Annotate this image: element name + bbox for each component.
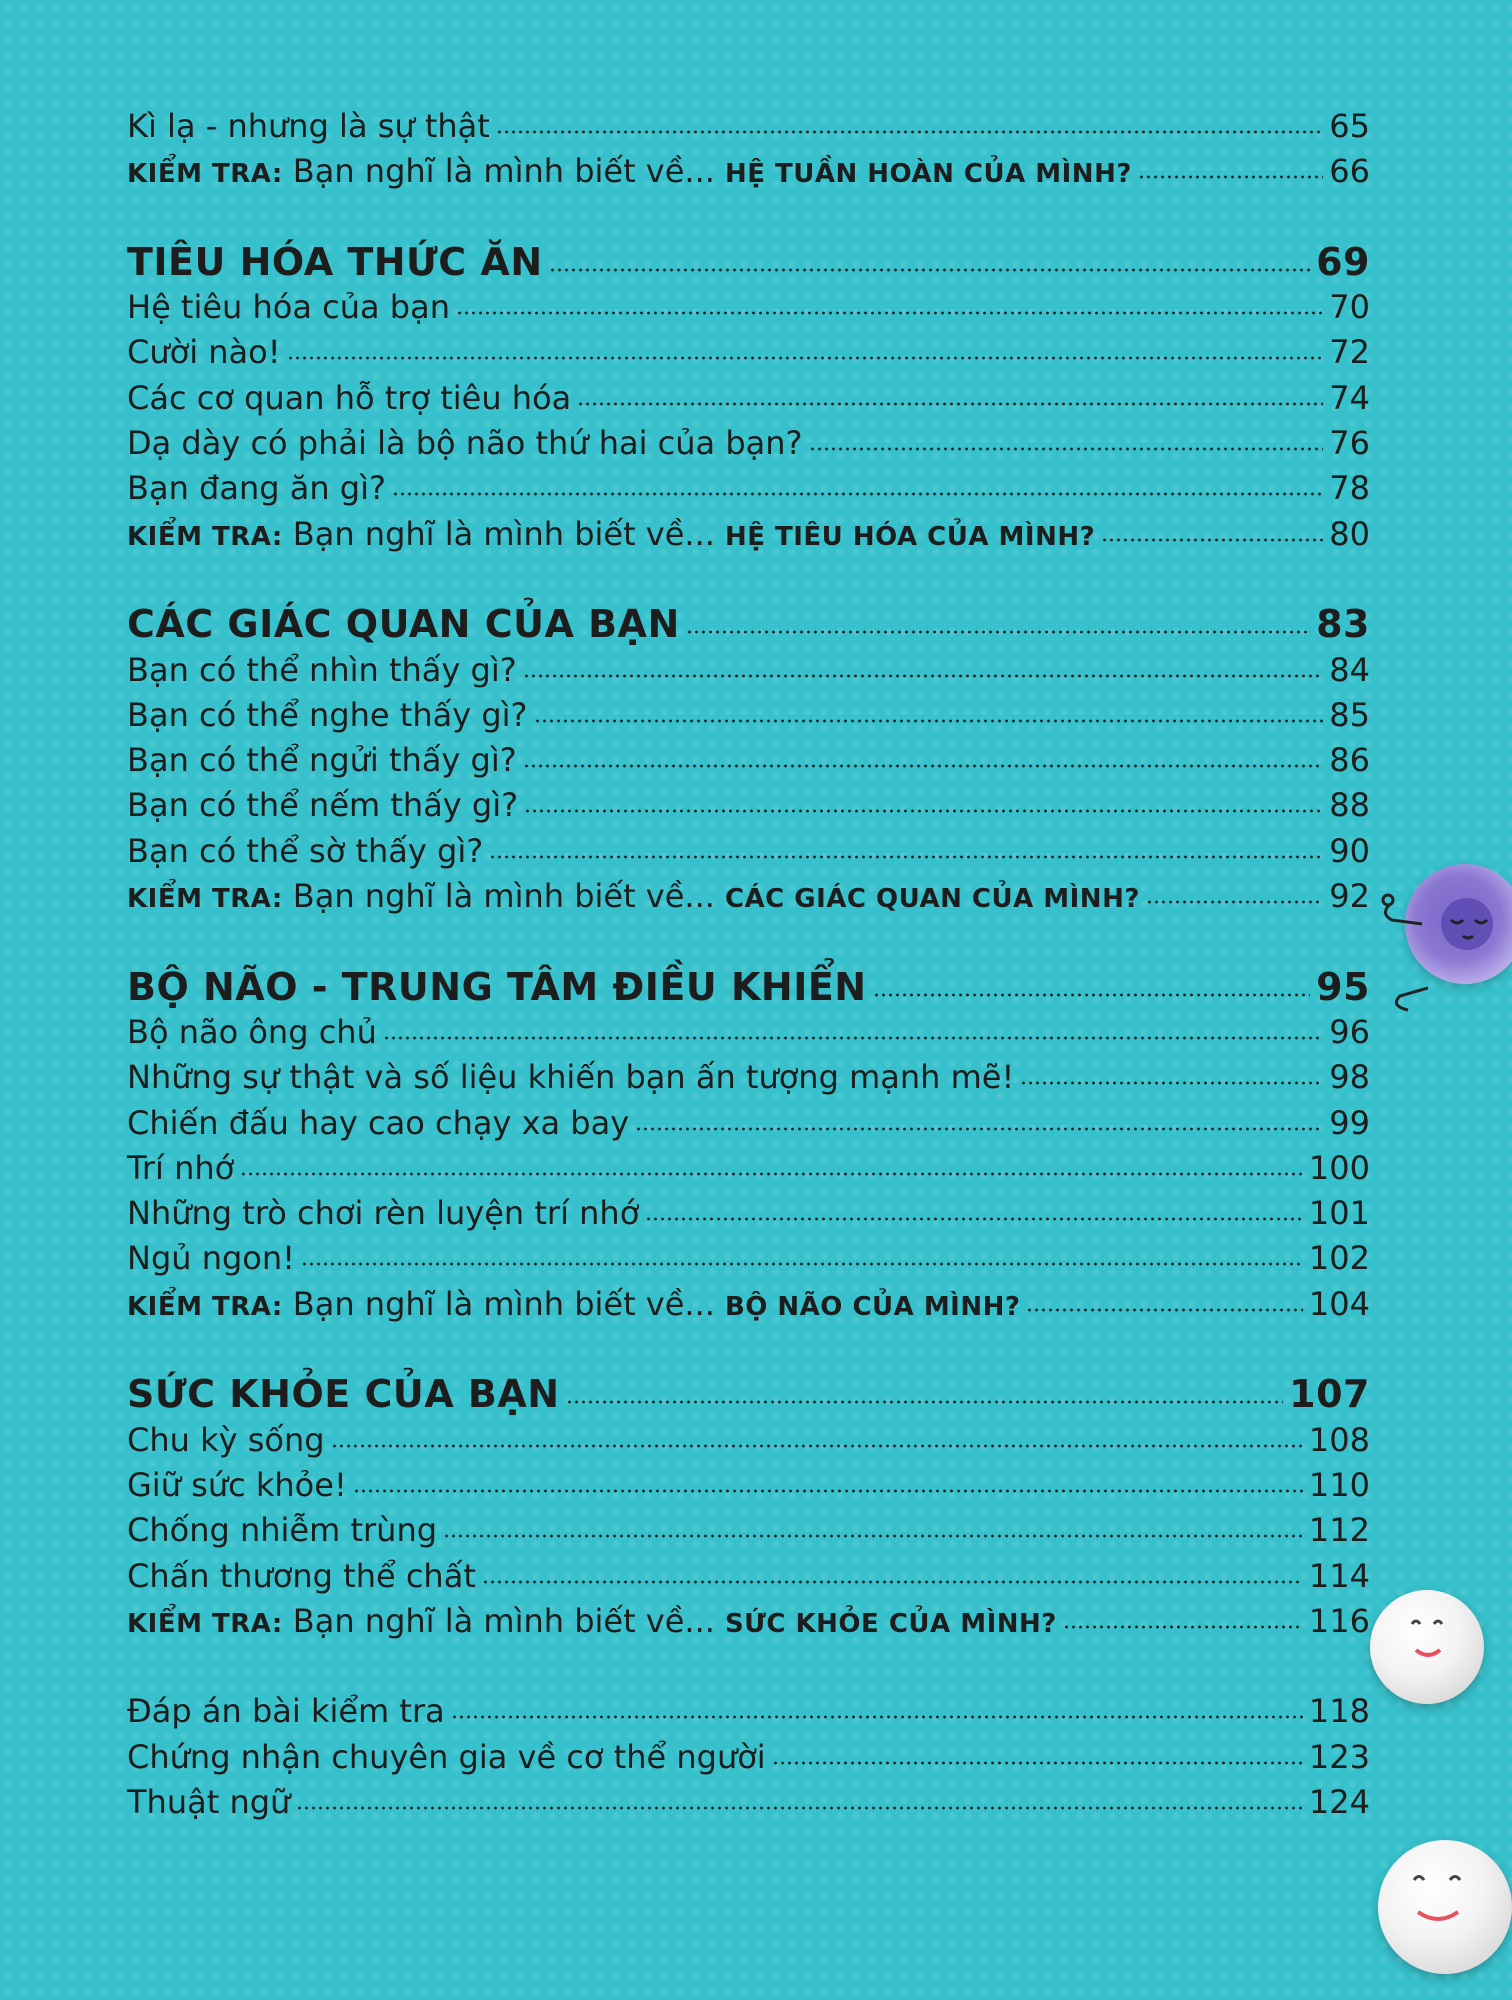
entry-title: Bộ não ông chủ <box>127 1012 377 1051</box>
quiz-text: Bạn nghĩ là mình biết về... <box>292 1601 715 1640</box>
dot-leader <box>451 1715 1303 1719</box>
entry-title: Đáp án bài kiểm tra <box>127 1692 445 1731</box>
page-number: 95 <box>1316 964 1370 1009</box>
page-number: 123 <box>1308 1737 1370 1776</box>
quiz-text: Bạn nghĩ là mình biết về... <box>292 877 715 916</box>
entry-title: Giữ sức khỏe! <box>127 1465 347 1504</box>
quiz-label: KIỂM TRA: <box>127 159 283 190</box>
toc-entry[interactable] <box>127 1055 1370 1100</box>
dot-leader <box>524 809 1323 813</box>
entry-title: Bạn đang ăn gì? <box>127 469 386 508</box>
dot-leader <box>549 268 1310 272</box>
entry-title: Bạn có thể nhìn thấy gì? <box>127 650 517 689</box>
dot-leader <box>296 1806 1303 1810</box>
toc-section-heading[interactable] <box>127 240 1370 285</box>
dot-leader <box>301 1262 1303 1266</box>
dot-leader <box>489 855 1323 859</box>
quiz-label: KIỂM TRA: <box>127 1608 283 1639</box>
page-number: 85 <box>1329 695 1370 734</box>
page-number: 107 <box>1289 1372 1370 1417</box>
dot-leader <box>523 674 1324 678</box>
toc-entry[interactable] <box>127 376 1370 421</box>
toc-entry[interactable] <box>127 1554 1370 1599</box>
page-number: 112 <box>1308 1511 1370 1550</box>
entry-title: Bạn có thể ngửi thấy gì? <box>127 741 517 780</box>
toc-entry[interactable] <box>127 738 1370 783</box>
entry-title: Những trò chơi rèn luyện trí nhớ <box>127 1194 640 1233</box>
toc-entry[interactable] <box>127 1236 1370 1281</box>
page-number: 124 <box>1308 1782 1370 1821</box>
quiz-label: KIỂM TRA: <box>127 1291 283 1322</box>
quiz-label: KIỂM TRA: <box>127 884 283 915</box>
toc-entry[interactable] <box>127 693 1370 738</box>
quiz-topic: SỨC KHỎE CỦA MÌNH? <box>724 1608 1057 1639</box>
toc-quiz-entry[interactable] <box>127 874 1370 919</box>
dot-leader <box>566 1400 1284 1404</box>
entry-title: Chu kỳ sống <box>127 1420 325 1459</box>
dot-leader <box>686 630 1310 634</box>
dot-leader <box>1020 1081 1323 1085</box>
toc-quiz-entry[interactable] <box>127 512 1370 557</box>
section-gap <box>127 919 1370 964</box>
entry-title: Những sự thật và số liệu khiến bạn ấn tượng mạnh mẽ! <box>127 1058 1015 1097</box>
dot-leader <box>240 1172 1303 1176</box>
page-number: 80 <box>1329 514 1370 553</box>
white-blood-cell-character-illustration <box>1370 1590 1484 1704</box>
dot-leader <box>1101 538 1323 542</box>
page-number: 98 <box>1329 1058 1370 1097</box>
page-number: 86 <box>1329 741 1370 780</box>
entry-title: Chấn thương thể chất <box>127 1556 476 1595</box>
entry-title: Thuật ngữ <box>127 1782 291 1821</box>
toc-entry[interactable] <box>127 1191 1370 1236</box>
page-number: 114 <box>1308 1556 1370 1595</box>
page-number: 78 <box>1329 469 1370 508</box>
dot-leader <box>635 1127 1323 1131</box>
section-gap <box>127 1327 1370 1372</box>
entry-title: TIÊU HÓA THỨC ĂN <box>127 239 543 284</box>
section-gap <box>127 195 1370 240</box>
toc-section-heading[interactable] <box>127 965 1370 1010</box>
dot-leader <box>534 719 1324 723</box>
entry-title: Kì lạ - nhưng là sự thật <box>127 107 490 145</box>
dot-leader <box>287 356 1324 360</box>
dot-leader <box>496 130 1323 134</box>
page-number: 66 <box>1329 152 1370 191</box>
entry-title: CÁC GIÁC QUAN CỦA BẠN <box>127 602 680 647</box>
dot-leader <box>443 1534 1303 1538</box>
dot-leader <box>645 1217 1303 1221</box>
smiling-face-icon <box>1378 1840 1512 1974</box>
quiz-text: Bạn nghĩ là mình biết về... <box>292 152 715 191</box>
dot-leader <box>1146 900 1323 904</box>
dot-leader <box>456 311 1323 315</box>
page-number: 104 <box>1308 1284 1370 1323</box>
dot-leader <box>523 764 1324 768</box>
section-gap <box>127 1644 1370 1689</box>
toc-entry[interactable] <box>127 330 1370 375</box>
dot-leader <box>392 492 1323 496</box>
entry-title: Bạn có thể nếm thấy gì? <box>127 786 519 825</box>
page-number: 116 <box>1308 1601 1370 1640</box>
toc-entry[interactable] <box>127 1780 1370 1825</box>
toc-entry[interactable] <box>127 1101 1370 1146</box>
page-number: 118 <box>1308 1692 1370 1731</box>
toc-section-heading[interactable] <box>127 602 1370 647</box>
cell-arm-and-leg-icon <box>1378 880 1428 1030</box>
toc-entry[interactable] <box>127 783 1370 828</box>
toc-quiz-entry[interactable] <box>127 1282 1370 1327</box>
entry-title: Hệ tiêu hóa của bạn <box>127 288 450 327</box>
toc-entry[interactable] <box>127 104 1370 149</box>
page-number: 88 <box>1329 786 1370 825</box>
toc-entry[interactable] <box>127 1463 1370 1508</box>
page-number: 65 <box>1329 107 1370 145</box>
entry-title: Trí nhớ <box>127 1148 235 1187</box>
quiz-text: Bạn nghĩ là mình biết về... <box>292 1284 715 1323</box>
page-number: 100 <box>1308 1148 1370 1187</box>
page-number: 90 <box>1329 831 1370 870</box>
dot-leader <box>1063 1625 1303 1629</box>
dot-leader <box>809 447 1324 451</box>
page-number: 70 <box>1329 288 1370 327</box>
toc-entry[interactable] <box>127 285 1370 330</box>
entry-title: Chống nhiễm trùng <box>127 1511 438 1550</box>
quiz-text: Bạn nghĩ là mình biết về... <box>292 514 715 553</box>
page-number: 84 <box>1329 650 1370 689</box>
toc-entry[interactable] <box>127 1010 1370 1055</box>
page-number: 76 <box>1329 424 1370 463</box>
page-number: 110 <box>1308 1465 1370 1504</box>
toc-entry[interactable] <box>127 1418 1370 1463</box>
entry-title: Các cơ quan hỗ trợ tiêu hóa <box>127 378 572 417</box>
toc-entry[interactable] <box>127 1689 1370 1734</box>
dot-leader <box>873 993 1311 997</box>
entry-title: Cười nào! <box>127 333 281 372</box>
toc-entry[interactable] <box>127 1735 1370 1780</box>
dot-leader <box>383 1036 1323 1040</box>
toc-entry[interactable] <box>127 1146 1370 1191</box>
entry-title: Ngủ ngon! <box>127 1239 295 1278</box>
entry-title: Bạn có thể nghe thấy gì? <box>127 695 528 734</box>
page-number: 99 <box>1329 1103 1370 1142</box>
quiz-label: KIỂM TRA: <box>127 521 283 552</box>
page-number: 96 <box>1329 1012 1370 1051</box>
entry-title: Bạn có thể sờ thấy gì? <box>127 831 484 870</box>
page-number: 83 <box>1316 602 1370 647</box>
dot-leader <box>772 1761 1303 1765</box>
page-number: 101 <box>1308 1194 1370 1233</box>
page-number: 108 <box>1308 1420 1370 1459</box>
dot-leader <box>1138 175 1323 179</box>
white-blood-cell-character-illustration-2 <box>1378 1840 1512 1974</box>
entry-title: SỨC KHỎE CỦA BẠN <box>127 1372 560 1417</box>
page-number: 102 <box>1308 1239 1370 1278</box>
toc-quiz-entry[interactable] <box>127 149 1370 194</box>
page-number: 69 <box>1316 239 1370 284</box>
dot-leader <box>331 1444 1303 1448</box>
section-gap <box>127 557 1370 602</box>
quiz-topic: BỘ NÃO CỦA MÌNH? <box>724 1291 1021 1322</box>
entry-title: Chiến đấu hay cao chạy xa bay <box>127 1103 630 1142</box>
page-number: 72 <box>1329 333 1370 372</box>
quiz-topic: HỆ TUẦN HOÀN CỦA MÌNH? <box>724 159 1132 190</box>
toc-entry[interactable] <box>127 648 1370 693</box>
dot-leader <box>353 1489 1303 1493</box>
quiz-topic: HỆ TIÊU HÓA CỦA MÌNH? <box>724 521 1096 552</box>
entry-title: Chứng nhận chuyên gia về cơ thể người <box>127 1737 766 1776</box>
quiz-topic: CÁC GIÁC QUAN CỦA MÌNH? <box>724 884 1140 915</box>
table-of-contents <box>127 104 1370 1825</box>
toc-entry[interactable] <box>127 466 1370 511</box>
toc-entry[interactable] <box>127 421 1370 466</box>
toc-quiz-entry[interactable] <box>127 1599 1370 1644</box>
entry-title: BỘ NÃO - TRUNG TÂM ĐIỀU KHIỂN <box>127 964 867 1009</box>
entry-title: Dạ dày có phải là bộ não thứ hai của bạn? <box>127 424 803 463</box>
dot-leader <box>482 1580 1303 1584</box>
toc-entry[interactable] <box>127 829 1370 874</box>
dot-leader <box>577 402 1323 406</box>
dot-leader <box>1026 1308 1302 1312</box>
toc-entry[interactable] <box>127 1508 1370 1553</box>
page-number: 74 <box>1329 378 1370 417</box>
page-number: 92 <box>1329 877 1370 916</box>
toc-section-heading[interactable] <box>127 1372 1370 1417</box>
smiling-face-icon <box>1370 1590 1484 1704</box>
